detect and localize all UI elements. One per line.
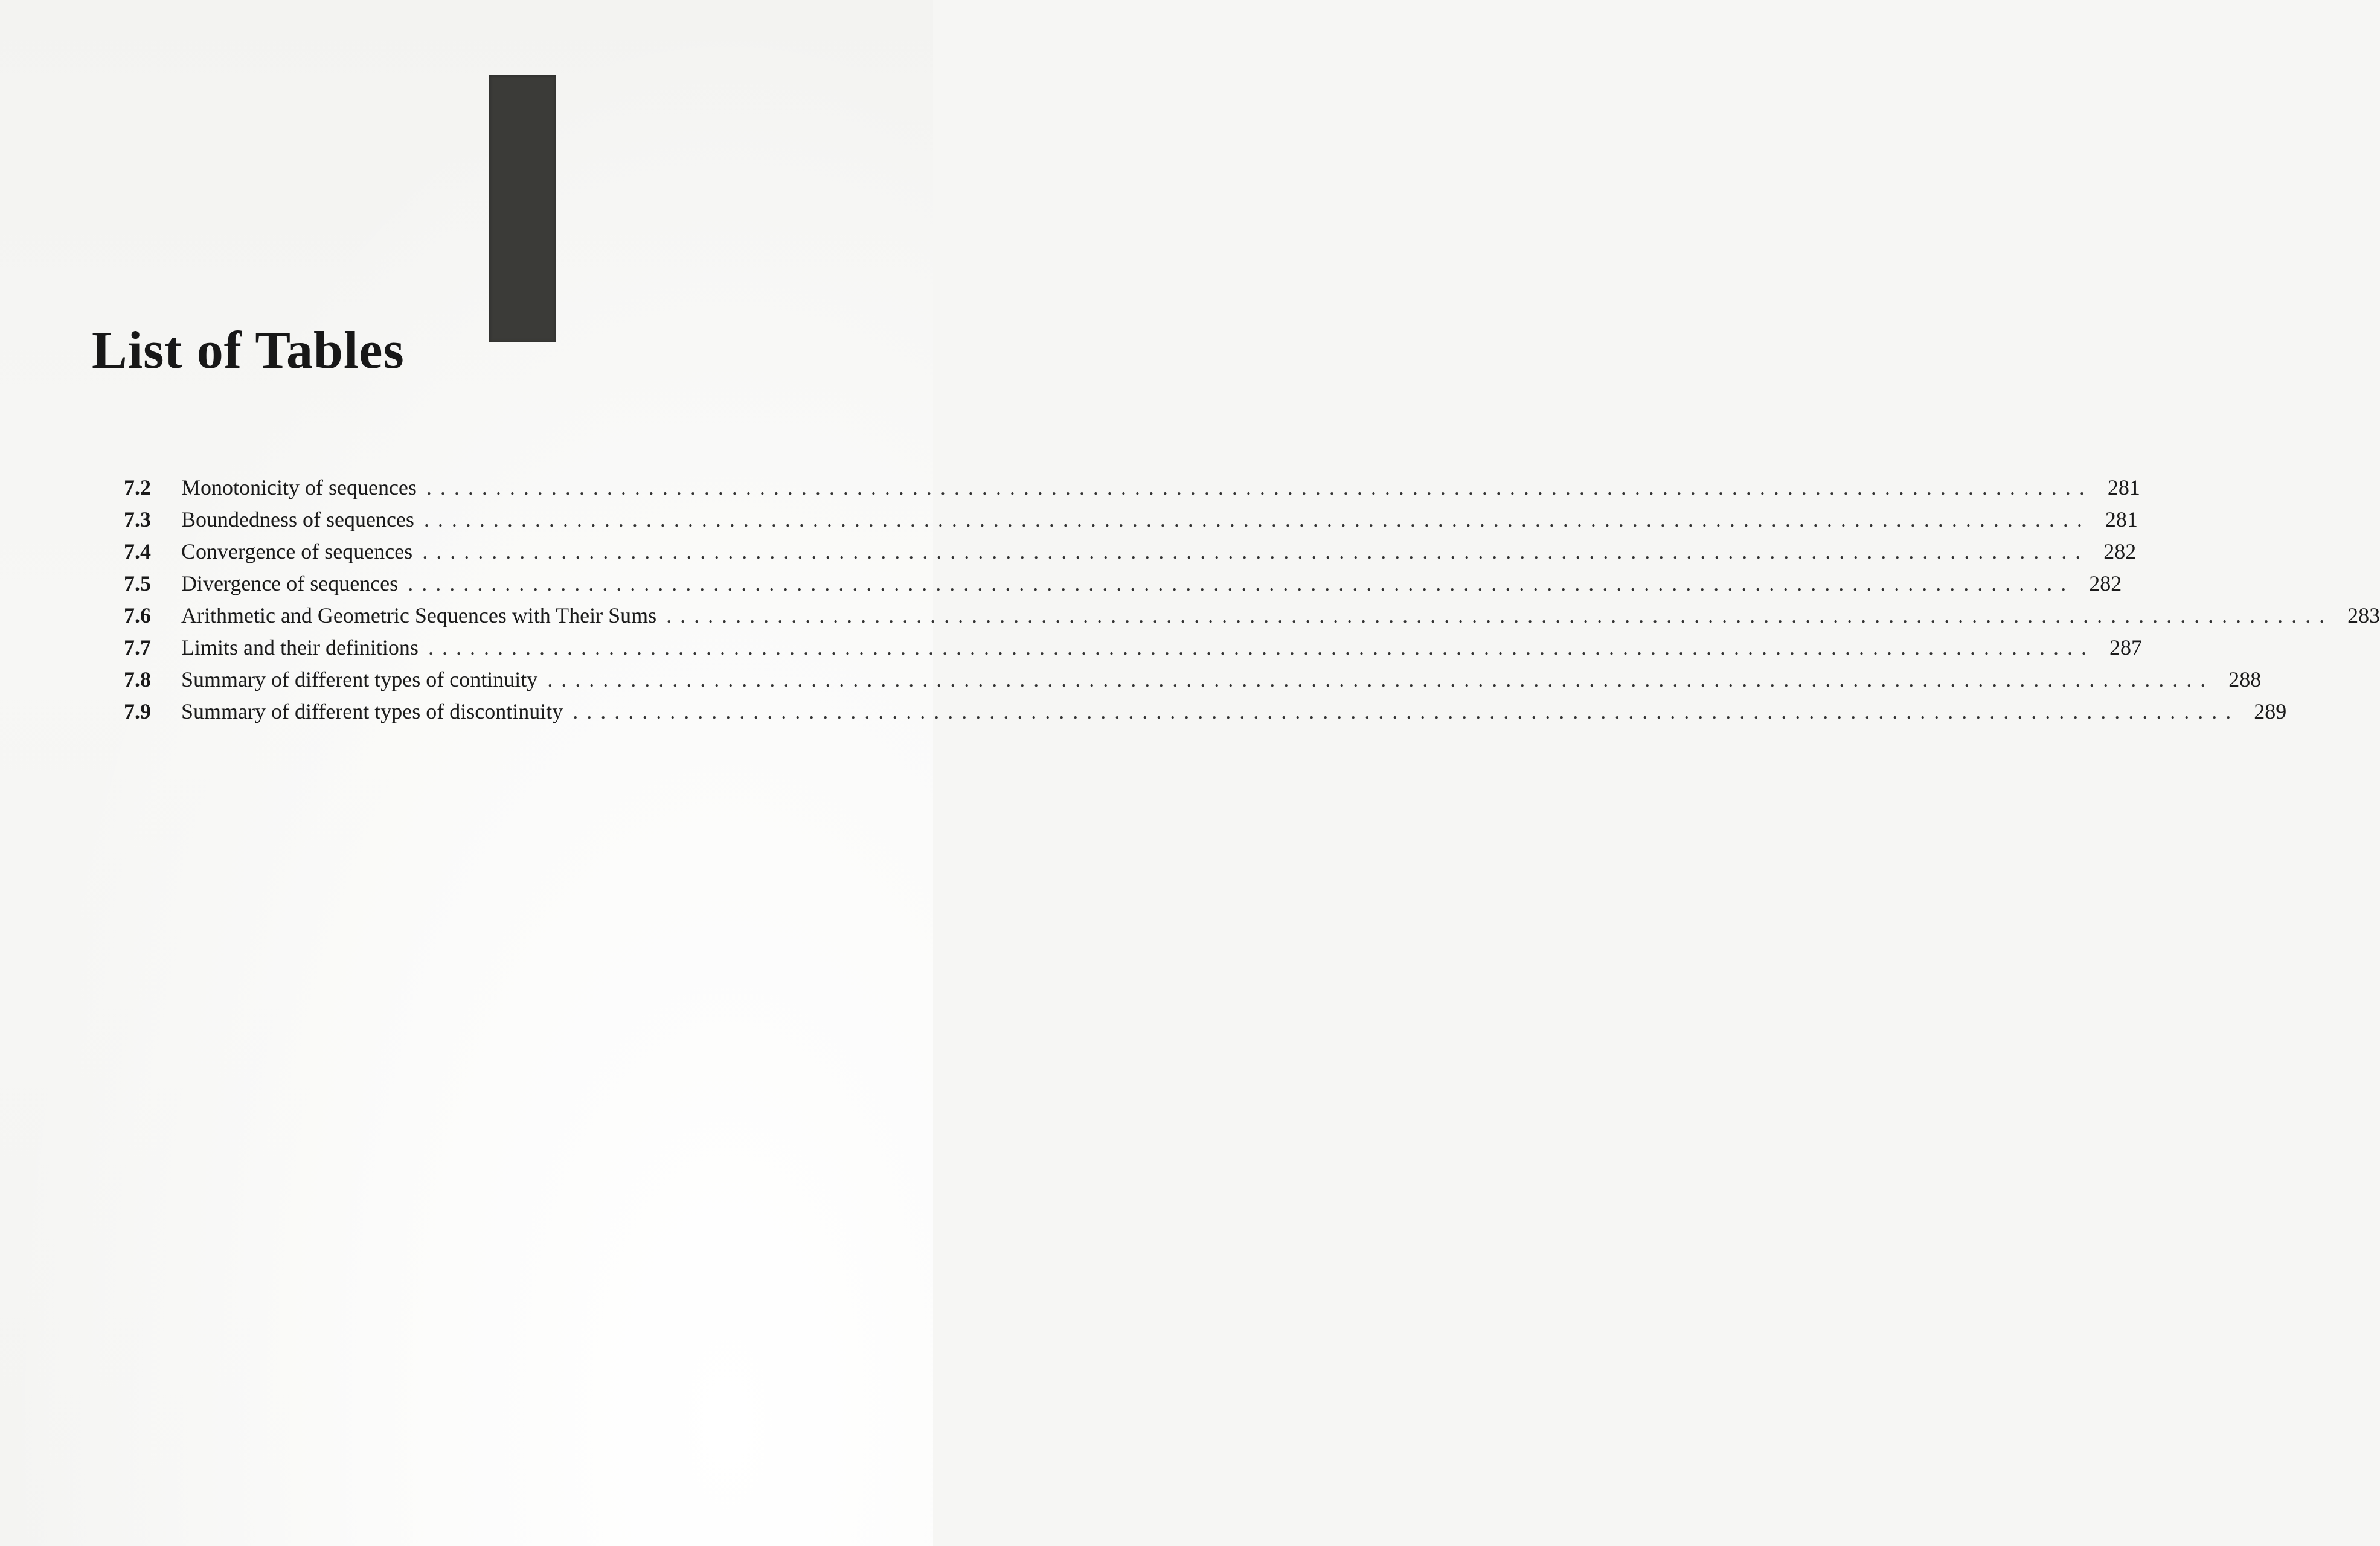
toc-entry-page: 282 [2103,539,2137,563]
toc-dot-leader: ........................................................................................................................ [573,699,2240,723]
toc-entry-title: Arithmetic and Geometric Sequences with Their Sums [181,603,657,627]
toc-entry-page: 287 [2109,635,2142,659]
toc-entry[interactable] [124,664,2262,696]
toc-entry-title: Summary of different types of discontinuity [181,699,563,723]
toc-dot-leader: ........................................................................................................................ [422,539,2090,563]
toc-entry[interactable] [124,472,2140,504]
toc-entry-title: Monotonicity of sequences [181,475,417,499]
toc-dot-leader: ........................................................................................................................ [547,667,2215,691]
toc-entry-page: 281 [2107,475,2140,499]
toc-dot-leader: ........................................................................................................................ [426,475,2093,499]
toc-entry-title: Summary of different types of continuity [181,667,538,691]
toc-dot-leader: ........................................................................................................................ [408,571,2075,595]
toc-entry-title: Boundedness of sequences [181,507,414,531]
toc-dot-leader: ........................................................................................................................ [423,507,2091,531]
table-list [124,472,2380,728]
toc-entry-page: 281 [2105,507,2138,531]
toc-entry-number: 7.6 [124,603,151,627]
chapter-tab-marker [489,75,556,342]
toc-entry-page: 289 [2254,699,2287,723]
page-title: List of Tables [92,321,405,380]
toc-entry-page: 283 [2347,603,2380,627]
toc-dot-leader: ........................................................................................................................ [428,635,2095,659]
toc-dot-leader: ........................................................................................................................ [666,603,2333,627]
toc-entry[interactable] [124,504,2138,536]
toc-entry-number: 7.5 [124,571,151,595]
toc-entry-number: 7.3 [124,507,151,531]
toc-entry[interactable] [124,568,2122,600]
toc-entry-title: Convergence of sequences [181,539,413,563]
toc-entry-number: 7.2 [124,475,151,499]
toc-entry[interactable] [124,696,2287,728]
toc-entry[interactable] [124,536,2137,568]
toc-entry-title: Limits and their definitions [181,635,419,659]
toc-entry-number: 7.4 [124,539,151,563]
toc-entry-page: 288 [2228,667,2262,691]
toc-entry-number: 7.7 [124,635,151,659]
toc-entry[interactable] [124,632,2142,664]
toc-entry-number: 7.9 [124,699,151,723]
toc-entry-title: Divergence of sequences [181,571,399,595]
toc-entry[interactable] [124,600,2380,632]
toc-entry-number: 7.8 [124,667,151,691]
toc-entry-page: 282 [2089,571,2122,595]
